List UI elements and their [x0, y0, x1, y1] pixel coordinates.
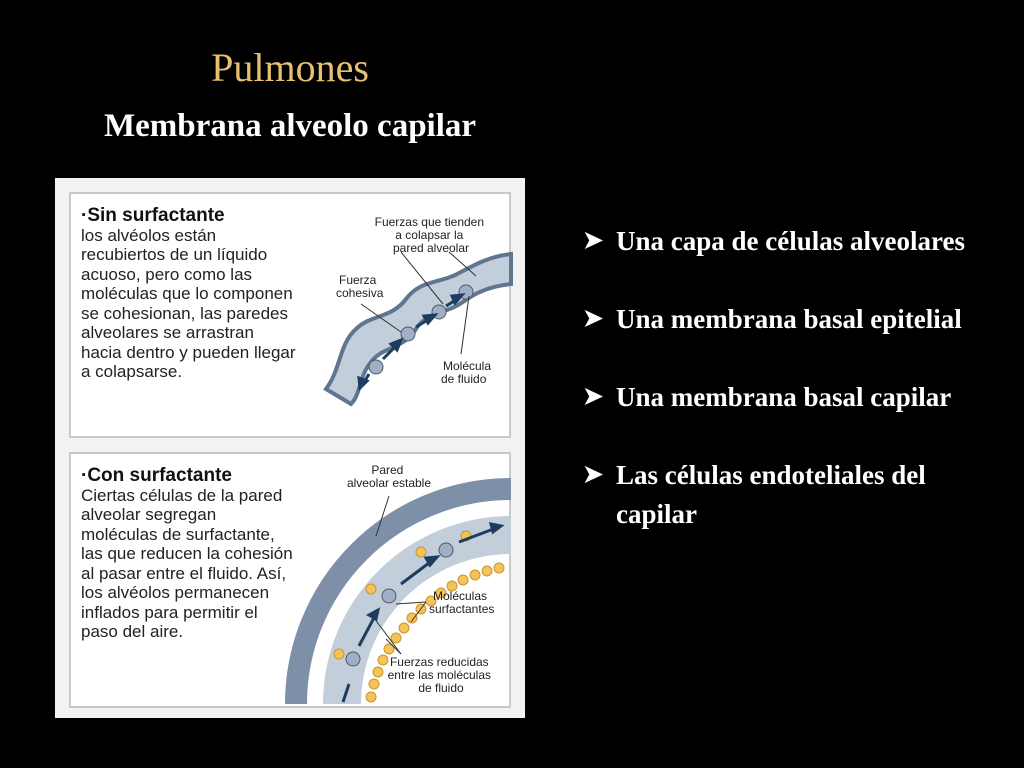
bullet-item [583, 300, 1003, 339]
label-reduced-line: entre las moléculas [387, 668, 492, 682]
panel-body: los alvéolos están recubiertos de un líquido acuoso, pero como las moléculas que lo componen se cohesionan, las paredes alveolares se arrastran hacia dentro y pueden llegar a colapsarse. [81, 225, 296, 381]
label-wall-line: alveolar estable [346, 476, 432, 490]
label-molecule [441, 359, 494, 386]
label-forces [375, 215, 488, 255]
label-cohesive [336, 273, 384, 300]
label-cohesive-line: Fuerza [339, 273, 377, 287]
label-reduced [388, 655, 495, 695]
label-forces-line: pared alveolar [392, 241, 470, 255]
slide-title: Pulmones [211, 45, 369, 90]
arrowhead-icon: ➤ [583, 462, 604, 488]
label-forces-line: Fuerzas que tienden [374, 215, 485, 229]
label-surfactant-line: Moléculas [433, 589, 488, 603]
label-surfactant [429, 589, 494, 616]
label-forces-line: a colapsar la [395, 228, 464, 242]
bullet-text: Una membrana basal capilar [616, 382, 952, 412]
collapsing-alveolus-diagram [71, 194, 513, 440]
label-reduced-line: Fuerzas reducidas [389, 655, 489, 669]
panel-heading: ·Sin surfactante [81, 205, 225, 226]
label-surfactant-line: surfactantes [429, 602, 495, 616]
slide-subtitle: Membrana alveolo capilar [103, 108, 477, 144]
label-wall [347, 463, 431, 490]
bullet-text: Las células endoteliales del capilar [616, 460, 926, 529]
arrowhead-icon: ➤ [583, 306, 604, 332]
label-molecule-line: Molécula [443, 359, 492, 373]
panel-with-surfactant [69, 452, 511, 708]
label-wall-line: Pared [371, 463, 404, 477]
panel-body: Ciertas células de la pared alveolar segregan moléculas de surfactante, las que reducen la cohesión al pasar entre el fluido. Así, los alvéolos permanecen inflados para permitir el paso del aire. [81, 485, 293, 641]
arrowhead-icon: ➤ [583, 228, 604, 254]
arrowhead-icon: ➤ [583, 384, 604, 410]
alveolar-figure [55, 178, 525, 718]
bullet-item [583, 378, 1003, 417]
bullet-text: Una membrana basal epitelial [616, 304, 962, 334]
label-cohesive-line: cohesiva [336, 286, 384, 300]
panel-without-surfactant [69, 192, 511, 438]
bullet-list [583, 222, 1003, 573]
bullet-text: Una capa de células alveolares [616, 226, 965, 256]
label-reduced-line: de fluido [418, 681, 464, 695]
bullet-item [583, 456, 1003, 534]
bullet-item [583, 222, 1003, 261]
label-molecule-line: de fluido [441, 372, 487, 386]
panel-heading: ·Con surfactante [81, 465, 232, 486]
stable-alveolus-diagram [71, 454, 513, 710]
